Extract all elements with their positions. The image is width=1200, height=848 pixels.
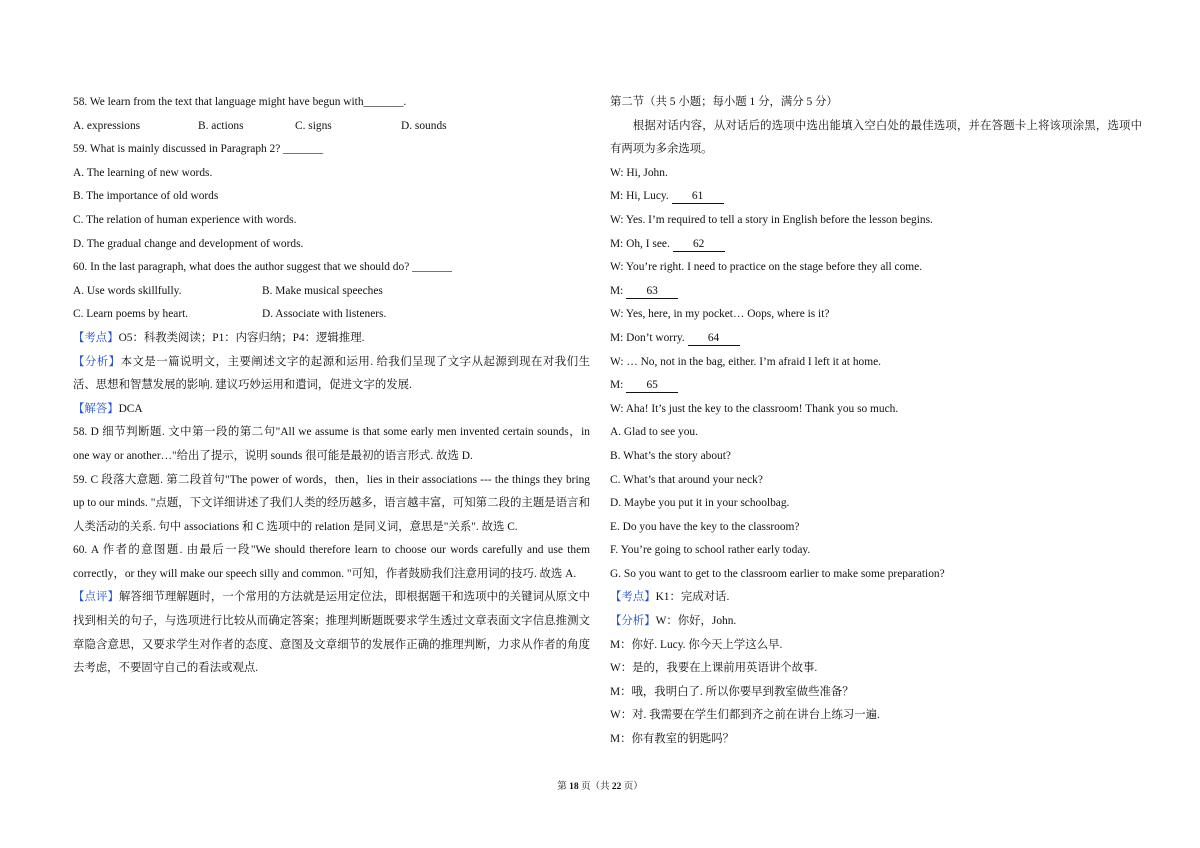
answer-blank: 64	[688, 331, 740, 346]
answer-blank: 62	[673, 237, 725, 252]
dialogue-line	[610, 256, 1142, 280]
page-number: 18	[569, 782, 579, 792]
section-title: 第二节（共 5 小题；每小题 1 分，满分 5 分）	[610, 96, 838, 108]
option-d: D. Associate with listeners.	[262, 308, 387, 321]
choice-item: D. Maybe you put it in your schoolbag.	[610, 497, 790, 510]
option-b: B. actions	[198, 119, 244, 132]
question-60: 60. In the last paragraph, what does the author suggest that we should do? _______	[73, 261, 452, 274]
translation-line: M：哦，我明白了. 所以你要早到教室做些准备？	[610, 685, 854, 698]
dialogue-text: M: Oh, I see.	[610, 237, 673, 250]
dianping-section: 【点评】解答细节理解题时，一个常用的方法就是运用定位法，即根据题干和选项中的关键词从原文中找到相关的句子，与选项进行比较从而确定答案；推理判断题既要求学生透过文章表面文字信息推测文章隐含意思，又要求学生对作者的态度、意图及文章细节的发展作正确的推理判断，力求从作者的角度去考虑，不要固守自己的看法或观点.	[73, 591, 590, 675]
dialogue-text: M: Hi, Lucy.	[610, 190, 672, 203]
kaodian-tag: 【考点】	[73, 331, 119, 344]
dialogue-text: M: Don’t worry.	[610, 331, 688, 344]
choice-item: A. Glad to see you.	[610, 426, 698, 439]
choice-item: B. What’s the story about?	[610, 449, 731, 462]
dialogue-line	[610, 351, 1142, 375]
right-column	[610, 91, 1142, 752]
question-60-options-row2	[73, 303, 590, 327]
instructions: 根据对话内容，从对话后的选项中选出能填入空白处的最佳选项，并在答题卡上将该项涂黑，选项中有两项为多余选项。	[610, 119, 1142, 156]
answer-blank: 61	[672, 189, 724, 204]
fenxi-section: 【分析】W：你好，John.	[610, 615, 737, 628]
translation-line: M：你好. Lucy. 你今天上学这么早.	[610, 638, 783, 651]
translation-line: W：对. 我需要在学生们都到齐之前在讲台上练习一遍.	[610, 709, 880, 722]
explanation-60: 60. A 作者的意图题. 由最后一段"We should therefore learn to choose our words carefully and use them correctly，or they will make our speech silly and common. "可知，作者鼓励我们注意用词的技巧. 故选 A.	[73, 544, 590, 580]
dialogue-line	[610, 303, 1142, 327]
jieda-section: 【解答】DCA	[73, 402, 143, 415]
answer-blank: 63	[626, 284, 678, 299]
dialogue-text: W: Yes, here, in my pocket… Oops, where is it?	[610, 308, 830, 321]
dialogue-text: W: Aha! It’s just the key to the classroom! Thank you so much.	[610, 402, 899, 415]
kaodian-section: 【考点】K1：完成对话.	[610, 591, 730, 604]
dialogue-line	[610, 280, 1142, 304]
dialogue-text: W: You’re right. I need to practice on the stage before they all come.	[610, 261, 923, 274]
option-a: A. The learning of new words.	[73, 166, 213, 179]
dialogue-line	[610, 327, 1142, 351]
dialogue-line	[610, 162, 1142, 186]
option-c: C. The relation of human experience with words.	[73, 213, 297, 226]
choices-list	[610, 421, 1142, 586]
choice-item: F. You’re going to school rather early today.	[610, 544, 811, 557]
dialogue-text: W: Yes. I’m required to tell a story in English before the lesson begins.	[610, 213, 933, 226]
translation-line: W：是的，我要在上课前用英语讲个故事.	[610, 662, 818, 675]
option-a: A. Use words skillfully.	[73, 284, 182, 297]
jieda-tag: 【解答】	[73, 402, 119, 415]
page-footer: 第 18 页（共 22 页）	[557, 782, 643, 792]
choice-item: E. Do you have the key to the classroom?	[610, 520, 800, 533]
translation-line: M：你有教室的钥匙吗？	[610, 733, 735, 746]
option-b: B. Make musical speeches	[262, 284, 383, 297]
dialogue	[610, 162, 1142, 422]
fenxi-section: 【分析】本文是一篇说明文，主要阐述文字的起源和运用. 给我们呈现了文字从起源到现在对我们生活、思想和智慧发展的影响. 建议巧妙运用和遣词，促进文字的发展.	[73, 355, 590, 392]
fenxi-tag: 【分析】	[610, 615, 656, 628]
kaodian-section: 【考点】O5：科教类阅读；P1：内容归纳；P4：逻辑推理.	[73, 331, 365, 344]
fenxi-tag: 【分析】	[73, 355, 121, 368]
dialogue-text: W: … No, not in the bag, either. I’m afraid I left it at home.	[610, 355, 881, 368]
dialogue-text: M:	[610, 379, 627, 392]
explanation-58: 58. D 细节判断题. 文中第一段的第二句"All we assume is that some early men invented certain sounds，in one way or another…"给出了提示，说明 sounds 很可能是最初的语言形式. 故选 D.	[73, 426, 590, 462]
question-58-options	[73, 115, 590, 139]
dialogue-line	[610, 185, 1142, 209]
option-d: D. The gradual change and development of words.	[73, 237, 304, 250]
option-c: C. signs	[295, 119, 332, 132]
question-58: 58. We learn from the text that language might have begun with_______.	[73, 96, 407, 108]
dialogue-line	[610, 209, 1142, 233]
question-59: 59. What is mainly discussed in Paragraph 2? _______	[73, 143, 324, 156]
dianping-tag: 【点评】	[73, 591, 119, 604]
translation	[610, 634, 1142, 752]
dialogue-text: M:	[610, 284, 627, 297]
kaodian-tag: 【考点】	[610, 591, 656, 604]
dialogue-line	[610, 398, 1142, 422]
dialogue-line	[610, 233, 1142, 257]
choice-item: G. So you want to get to the classroom earlier to make some preparation?	[610, 567, 945, 580]
explanation-59: 59. C 段落大意题. 第二段首句"The power of words，then，lies in their associations --- the things they bring up to our minds. "点题，下文详细讲述了我们人类的经历越多，语言越丰富，可知第二段的主题是语言和人类活动的关系. 句中 associations 和 C 选项中的 relation 是同义词，意思是"关系". 故选 C.	[73, 473, 590, 533]
dialogue-text: W: Hi, John.	[610, 166, 668, 179]
option-d: D. sounds	[401, 119, 447, 132]
choice-item: C. What’s that around your neck?	[610, 473, 763, 486]
option-b: B. The importance of old words	[73, 190, 219, 203]
answer-blank: 65	[626, 378, 678, 393]
page-total: 22	[611, 782, 622, 792]
option-a: A. expressions	[73, 119, 141, 132]
option-c: C. Learn poems by heart.	[73, 308, 189, 321]
question-60-options-row1	[73, 280, 590, 304]
left-column	[73, 91, 590, 681]
dialogue-line	[610, 374, 1142, 398]
